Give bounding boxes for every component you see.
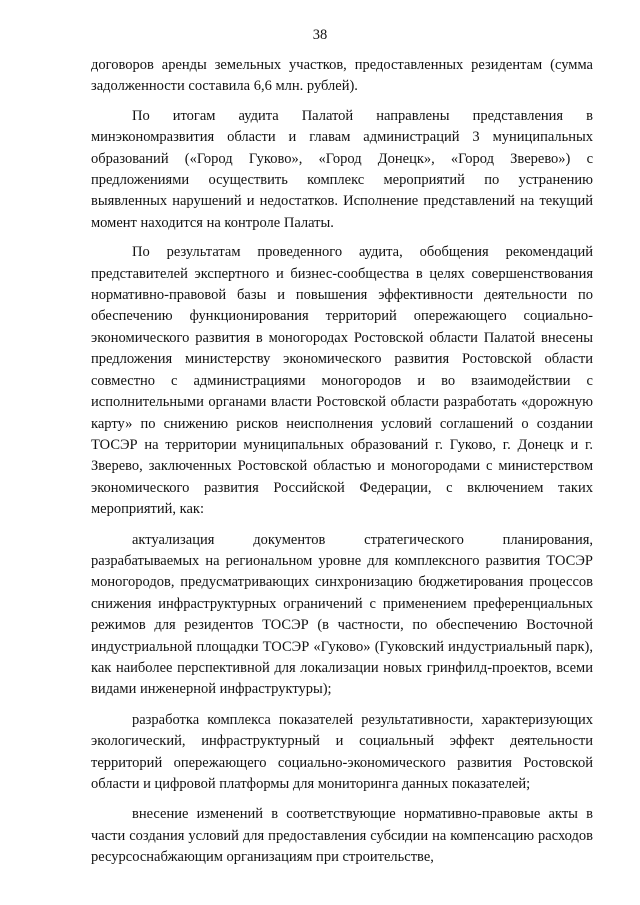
list-item-performance-indicators: разработка комплекса показателей результативности, характеризующих экологический, инфраструктурный и социальный эффект деятельности территорий опережающего социально-экономического развития Ростовской области и цифровой платформы для мониторинга данных показателей; (91, 711, 593, 792)
paragraph-proposals: По результатам проведенного аудита, обобщения рекомендаций представителей экспертного и бизнес-сообщества в целях совершенствования нормативно-правовой базы и повышения эффективности деятельности по обеспечению функционирования территорий опережающего социально-экономического развития в моногородах Ростовской области Палатой внесены предложения министерству экономического развития Ростовской области совместно с администрациями моногородов и во взаимодействии с исполнительными органами власти Ростовской области разработать «дорожную карту» по снижению рисков неисполнения условий соглашений о создании ТОСЭР на территории муниципальных образований г. Гуково, г. Донецк и г. Зверево, заключенных Ростовской областью и моногородами с министерством экономического развития Российской Федерации, с включением таких мероприятий, как: (91, 244, 593, 518)
paragraph-audit-results: По итогам аудита Палатой направлены представления в минэкономразвития области и главам администраций 3 муниципальных образований («Город Гуково», «Город Донецк», «Город Зверево») с предложениями осуществить комплекс мероприятий по устранению выявленных нарушений и недостатков. Исполнение представлений на текущий момент находится на контроле Палаты. (91, 107, 593, 231)
list-item-legal-amendments: внесение изменений в соответствующие нормативно-правовые акты в части создания условий для предоставления субсидии на компенсацию расходов ресурсоснабжающим организациям при строительстве, (91, 806, 593, 866)
page-number: 38 (312, 27, 328, 43)
document-body (91, 55, 593, 869)
list-item-strategic-planning: актуализация документов стратегического планирования, разрабатываемых на региональном уровне для комплексного развития ТОСЭР моногородов, предусматривающих синхронизацию бюджетирования процессов снижения инфраструктурных ограничений с применением преференциальных режимов для резидентов ТОСЭР (в частности, по обеспечению Восточной индустриальной площадки ТОСЭР «Гуково» (Гуковский индустриальный парк), как наиболее перспективной для локализации новых гринфилд-проектов, всеми видами инженерной инфраструктуры); (91, 531, 593, 698)
paragraph-arrears: договоров аренды земельных участков, предоставленных резидентам (сумма задолженности составила 6,6 млн. рублей). (91, 57, 593, 95)
